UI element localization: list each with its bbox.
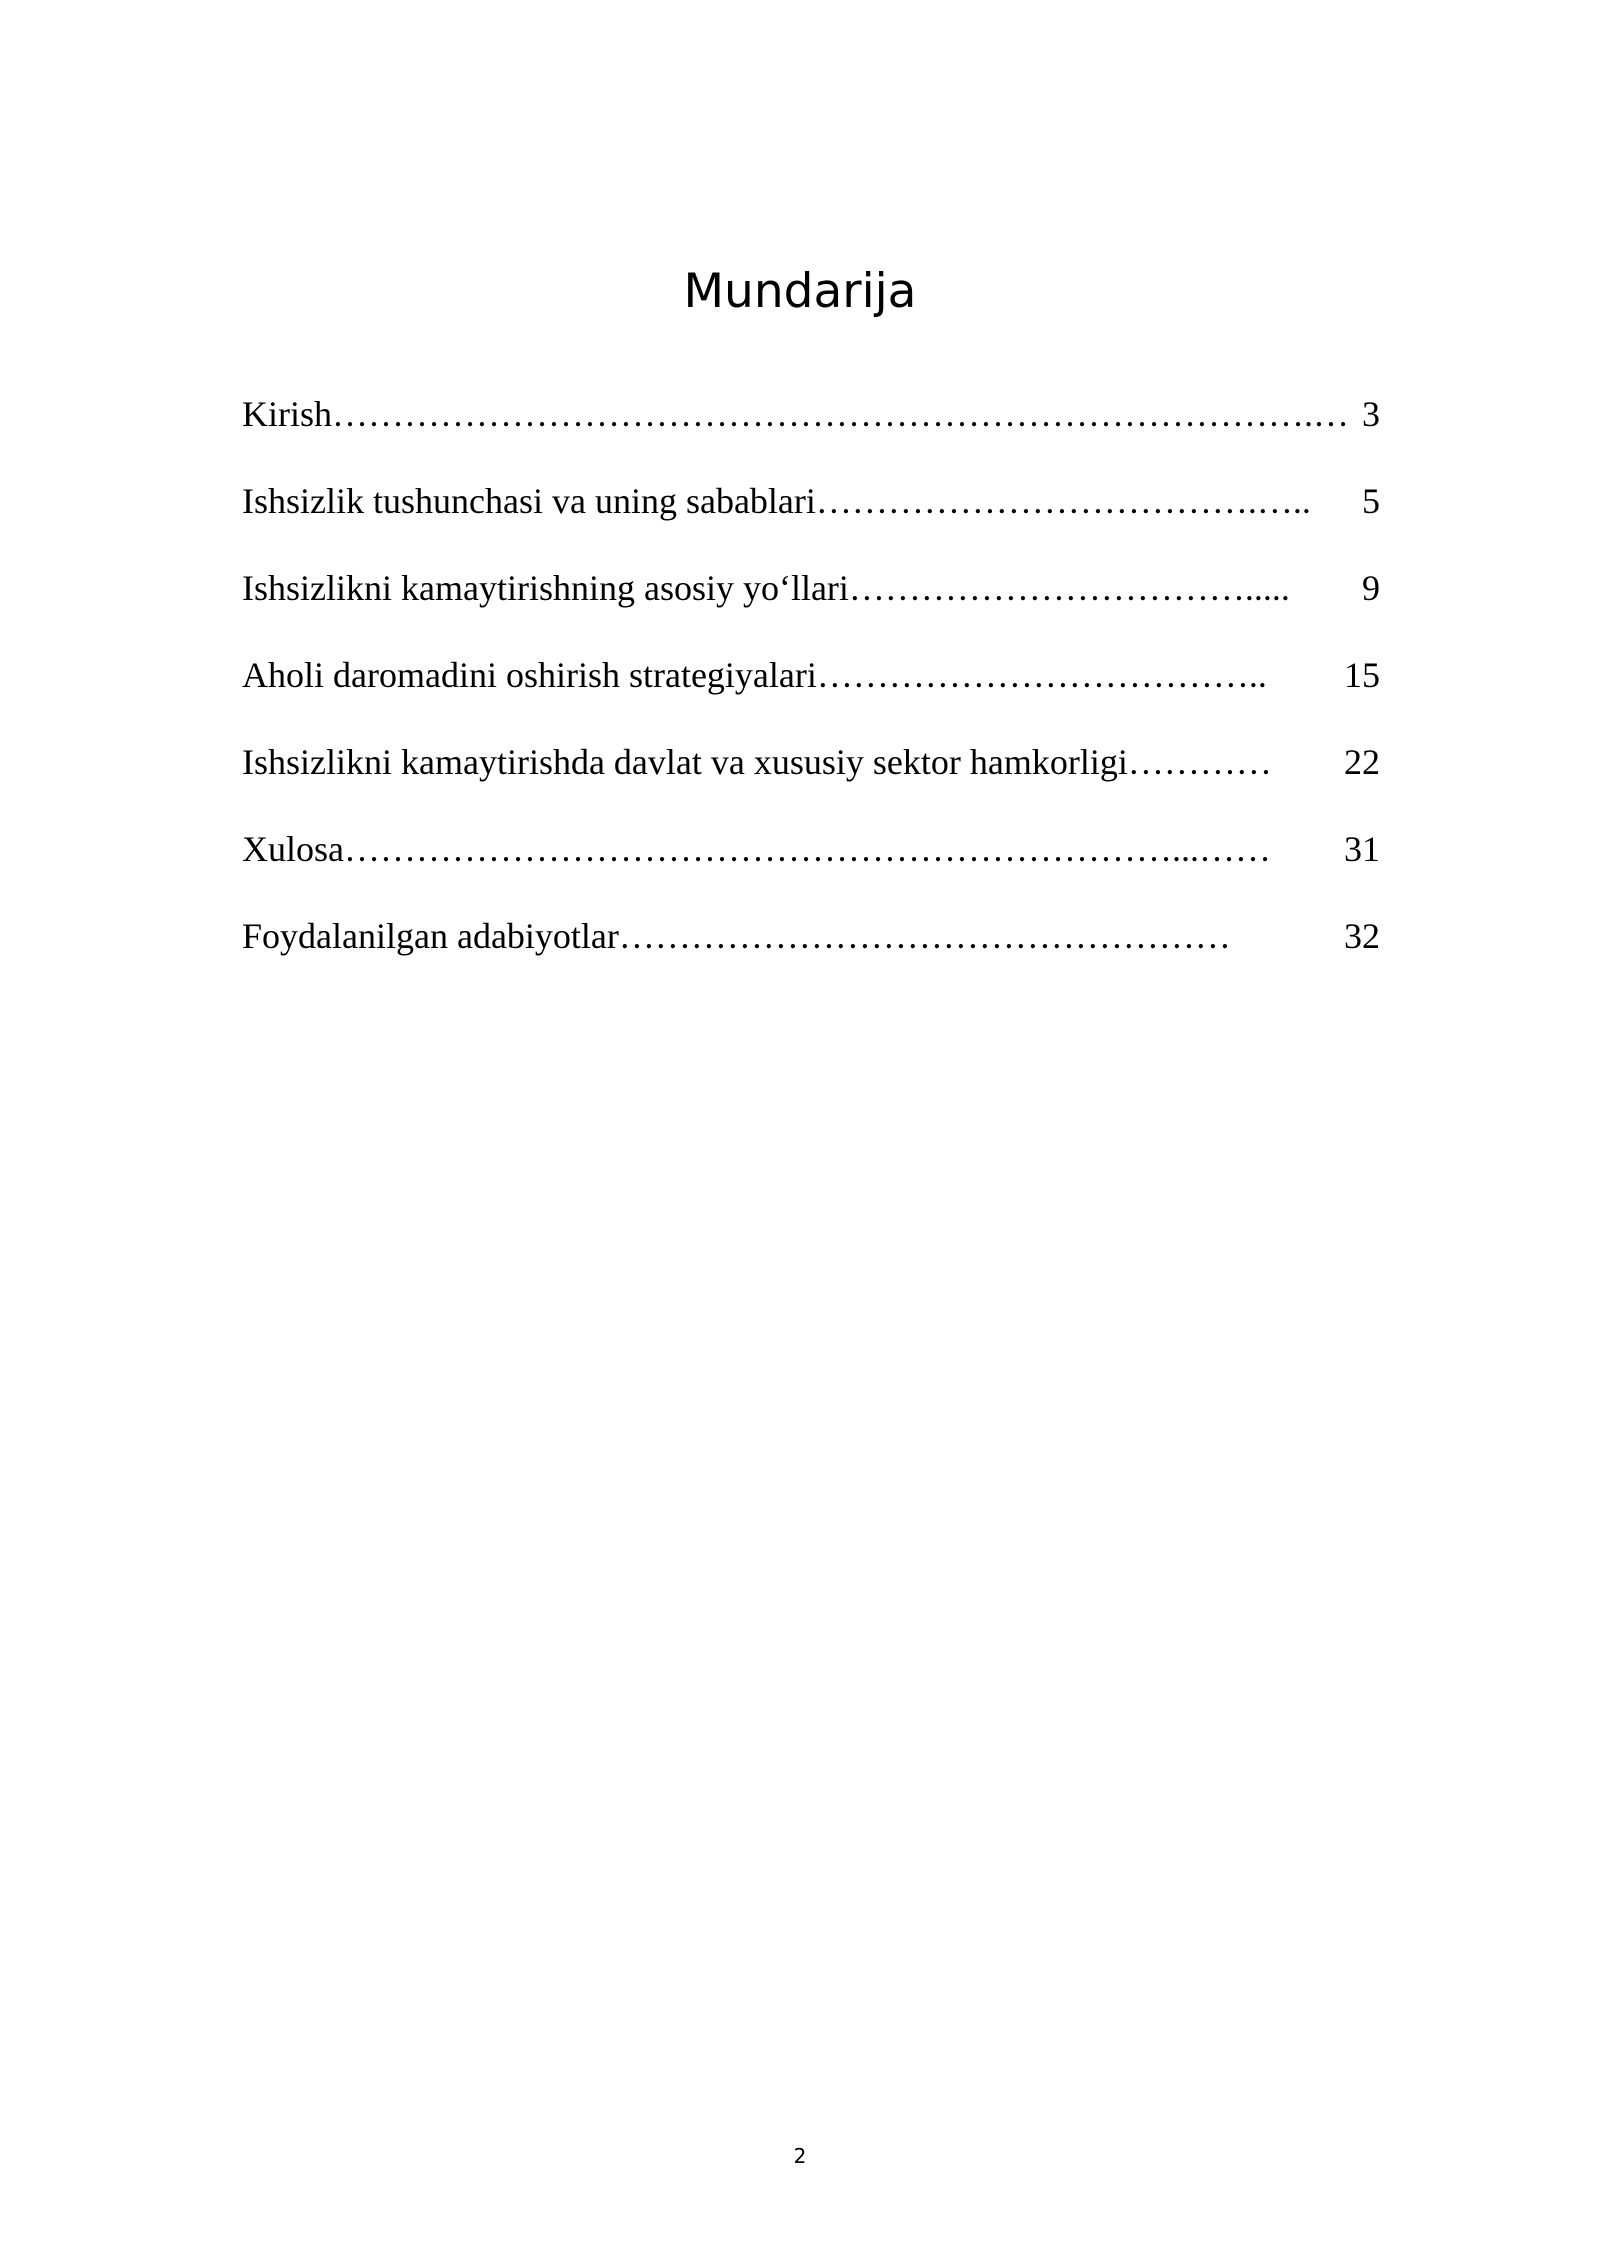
table-of-contents (242, 384, 1382, 993)
toc-dot-leader: ……………………………………………………………...…… (344, 829, 1271, 869)
toc-page-number: 22 (1344, 742, 1380, 782)
toc-dot-leader: ……………………………..... (848, 568, 1290, 608)
toc-entry-title: Ishsizlik tushunchasi va uning sabablari (242, 481, 816, 521)
toc-entry-kirish[interactable] (242, 384, 1382, 471)
toc-entry-title: Foydalanilgan adabiyotlar (242, 916, 619, 956)
toc-entry-title: Ishsizlikni kamaytirishning asosiy yo‘llari (242, 568, 849, 608)
toc-entry-title: Kirish (242, 394, 332, 434)
page-number: 2 (793, 2144, 807, 2168)
toc-page-number: 15 (1344, 655, 1380, 695)
toc-dot-leader: ……………………………………………………………………….… (332, 394, 1349, 434)
toc-entry-ishsizlik-tushunchasi[interactable] (242, 471, 1382, 558)
toc-dot-leader: ………… (1127, 742, 1272, 782)
toc-page-number: 31 (1344, 829, 1380, 869)
toc-entry-title: Xulosa (242, 829, 344, 869)
toc-entry-title: Aholi daromadini oshirish strategiyalari (242, 655, 817, 695)
toc-entry-title: Ishsizlikni kamaytirishda davlat va xususiy sektor hamkorligi (242, 742, 1128, 782)
toc-entry-xulosa[interactable] (242, 819, 1382, 906)
toc-page-number: 5 (1362, 481, 1380, 521)
toc-page-number: 9 (1362, 568, 1380, 608)
toc-dot-leader: ……………………………….….. (815, 481, 1311, 521)
toc-dot-leader: …………………………………………… (618, 916, 1231, 956)
toc-entry-kamaytirish-yollari[interactable] (242, 558, 1382, 645)
toc-heading: Mundarija (683, 264, 917, 319)
toc-entry-daromad-strategiyalari[interactable] (242, 645, 1382, 732)
toc-dot-leader: ……………………………….. (816, 655, 1267, 695)
toc-entry-davlat-xususiy-hamkorligi[interactable] (242, 732, 1382, 819)
toc-page-number: 32 (1344, 916, 1380, 956)
toc-entry-adabiyotlar[interactable] (242, 906, 1382, 993)
toc-page-number: 3 (1362, 394, 1380, 434)
